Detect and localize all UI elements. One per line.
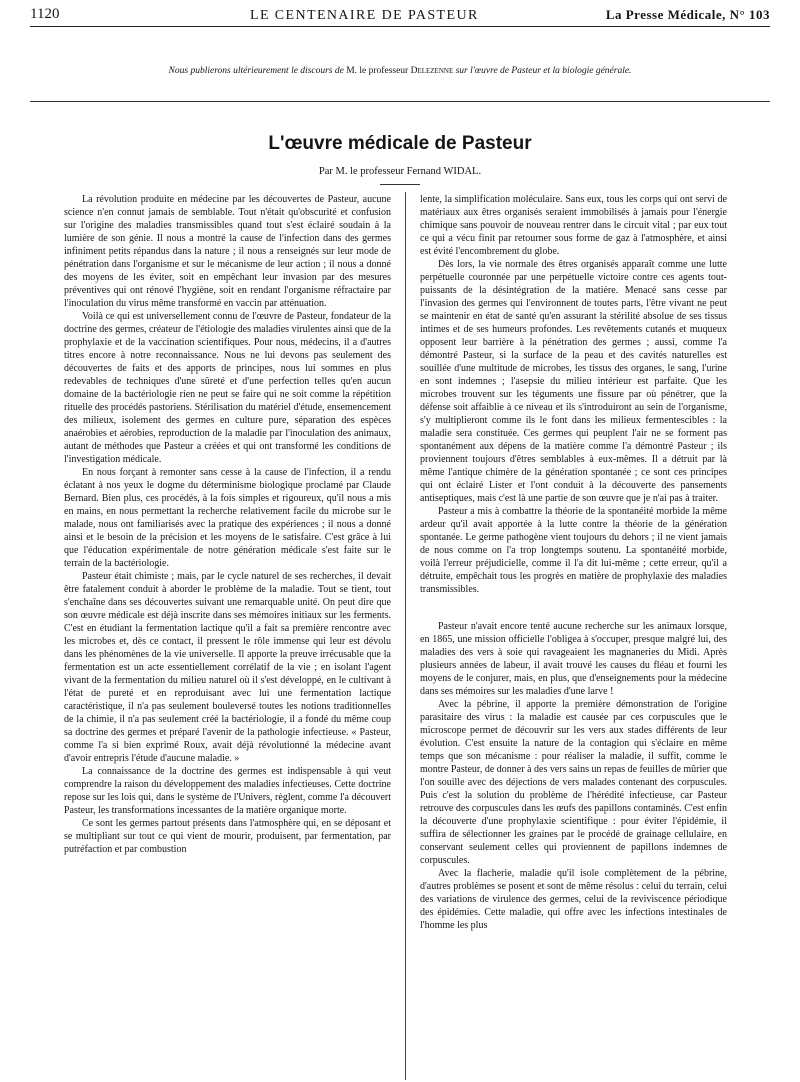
- byline-rule: [380, 184, 420, 185]
- paragraph: En nous forçant à remonter sans cesse à la cause de l'infection, il a rendu éclatant à nos yeux le dogme du déterminisme biologique proclamé par Claude Bernard. Bien plus, ces procédés, à la fois simples et rigoureux, qu'il nous a mis en mains, en nous permettant la recherche relativement facile du microbe sur le malade, nous ont familiarisés avec la pratique des expériences ; il nous a donné ainsi et le besoin de la précision et les moyens de le satisfaire. C'est grâce à lui que l'éducation expérimentale de notre génération médicale s'est faite sur le terrain de la bactériologie.: [64, 467, 391, 569]
- section-gap: [420, 596, 727, 620]
- notice-text-2: M. le professeur: [346, 66, 409, 76]
- paragraph: Pasteur n'avait encore tenté aucune recherche sur les animaux lorsque, en 1865, une mission officielle l'obligea à s'occuper, presque malgré lui, des maladies des vers à soie qui ravageaient les magnaneries du Midi. Après plusieurs années de labeur, il avait trouvé les causes du fléau et fourni les moyens de le conjurer, mais, en plus, que d'enseignements pour la médecine dans ses mémoires sur les maladies d'une larve !: [420, 621, 727, 697]
- journal-reference: La Presse Médicale, N° 103: [605, 7, 770, 22]
- article-title: L'œuvre médicale de Pasteur: [268, 133, 532, 154]
- paragraph: Pasteur a mis à combattre la théorie de la spontanéité morbide la même ardeur qu'il avait apportée à la lutte contre la théorie de la génération spontanée. Le germe pathogène vient toujours du dehors ; il ne vient jamais de nous comme on l'a trop longtemps soutenu. La spontanéité morbide, voilà l'erreur préjudicielle, comme il l'a dit lui-même ; cette erreur, qu'il a détruite, empêchait tous les progrès en matière de prophylaxie des maladies transmissibles.: [420, 506, 727, 595]
- paragraph: Avec la flacherie, maladie qu'il isole complètement de la pébrine, d'autres problèmes se posent et sont de même résolus : celui du terrain, celui des variations de virulence des germes, celui de la reviviscence périodique des épidémies. Cette maladie, qui offre avec les infections intestinales de l'homme les plus: [420, 868, 727, 931]
- paragraph: Ce sont les germes partout présents dans l'atmosphère qui, en se déposant et se multipliant sur tout ce qui vient de mourir, produisent, par fermentation, par putréfaction et par combustion: [64, 818, 391, 855]
- header-rule: [30, 26, 770, 27]
- paragraph: Pasteur était chimiste ; mais, par le cycle naturel de ses recherches, il devait être fatalement conduit à aborder le problème de la maladie. Tout se tient, tout s'enchaîne dans ses découvertes suivant une remarquable unité. On peut dire que son œuvre médicale est déjà inscrite dans ses mémoires initiaux sur les ferments. C'est en étudiant la fermentation lactique qu'il a fait sa première rencontre avec les microbes et, dès ce contact, il pressent le rôle immense qui leur est dévolu dans les phénomènes de la vie universelle. Il apporte la preuve irrécusable que la fermentation est un acte essentiellement corrélatif de la vie ; en isolant l'agent vivant de la fermentation du milieu naturel où il s'est développé, en le cultivant à l'état de pureté et en reproduisant avec lui une fermentation lactique caractéristique, il n'a pas seulement bouleversé toutes les notions traditionnelles de la chimie, il n'a pas seulement créé la bactériologie, il a fondé du même coup sa doctrine des germes et préparé l'avenir de la pathologie infectieuse. « Pasteur, comme l'a si bien exprimé Roux, avait déjà révolutionné la médecine avant d'avoir entrepris l'étude d'aucune maladie. »: [64, 571, 391, 764]
- notice-text-3: sur l'œuvre de Pasteur et la biologie générale.: [455, 66, 632, 76]
- paragraph: Avec la pébrine, il apporte la première démonstration de l'origine parasitaire des virus : la maladie est causée par ces corpuscules que le microscope permet de découvrir sur les vers aux stades différents de leur évolution. C'est ensuite la nature de la contagion qui s'éclaire en même temps que son mécanisme : pour réaliser la maladie, il suffit, comme le montre Pasteur, de donner à des vers sains un repas de feuilles de mûrier que l'on souille avec des déjections de vers malades contenant des corpuscules. Puis c'est la solution du problème de l'hérédité infectieuse, car Pasteur retrouve des corpuscules dans les œufs des papillons contaminés. C'est enfin la découverte d'une prophylaxie scientifique : pour éviter l'épidémie, il suffira de sélectionner les graines par le procédé de grainage cellulaire, en conservant seulement celles qui proviennent de papillons indemnes de corpuscules.: [420, 699, 727, 866]
- paragraph: Dès lors, la vie normale des êtres organisés apparaît comme une lutte perpétuelle couronnée par une perpétuelle victoire contre ces agents tout-puissants de la désintégration de la matière. Menacé sans cesse par l'invasion des germes qui l'environnent de toutes parts, l'être vivant ne peut se maintenir en état de santé qu'en assurant la stérilité absolue de ses tissus intimes et de ses humeurs profondes. Les revêtements cutanés et muqueux opposent leur barrière à la pénétration des germes ; aussi, comme l'a démontré Pasteur, si la surface de la peau et des cavités naturelles est souillée d'une multitude de microbes, les tissus des organes, le sang, l'urine en sont indemnes ; l'asepsie du milieu intérieur est parfaite. Que les microbes trouvent sur les téguments une fissure par où pénétrer, que la défense soit affaiblie à ce niveau et ils s'introduiront au sein de l'organisme, s'y multiplieront comme ils le font dans les milieux fermentescibles : la maladie sera constituée. Ces germes qui peuplent l'air ne se forment pas spontanément aux dépens de la matière comme l'a démontré Pasteur ; ils proviennent toujours d'êtres semblables à eux-mêmes. Il a détruit par là même l'antique chimère de la génération spontanée ; ce sont ces principes qui ont éclairé Lister et l'ont conduit à la découverte des pansements antiseptiques, mais c'est là une partie de son œuvre que je n'ai pas à traiter.: [420, 259, 727, 504]
- editorial-notice: [60, 66, 740, 76]
- notice-text-1: Nous publierons ultérieurement le discours de: [168, 66, 344, 76]
- notice-rule: [30, 101, 770, 102]
- left-column: [64, 193, 391, 1077]
- notice-name: Delezenne: [410, 66, 454, 76]
- paragraph-continued: lente, la simplification moléculaire. Sans eux, tous les corps qui ont servi de matériaux aux êtres organisés seraient immobilisés à jamais pour l'énergie chimique sans pouvoir de nouveau rentrer dans le circuit vital ; par eux tout ce qui a vécu finit par retourner sous forme de gaz à l'atmosphère, et ainsi est évité l'encombrement du globe.: [420, 194, 727, 257]
- page-number: 1120: [30, 6, 60, 22]
- column-rule: [405, 192, 406, 1080]
- right-column: [420, 193, 727, 1077]
- running-title: LE CENTENAIRE DE PASTEUR: [250, 8, 479, 23]
- article-byline: Par M. le professeur Fernand WIDAL.: [318, 166, 482, 177]
- paragraph: La connaissance de la doctrine des germes est indispensable à qui veut comprendre la raison du développement des maladies infectieuses. Cette doctrine repose sur les lois qui, dans le système de l'Univers, règlent, comme l'a découvert Pasteur, les transformations incessantes de la matière organique morte.: [64, 766, 391, 816]
- paragraph: Voilà ce qui est universellement connu de l'œuvre de Pasteur, fondateur de la doctrine des germes, créateur de l'étiologie des maladies virulentes ainsi que de la prophylaxie et de la vaccination scientifiques. Pour nous, médecins, il a d'autres titres encore à notre reconnaissance. Nous ne lui devons pas seulement des découvertes de faits et des apports de principes, nous lui sommes en plus redevables de techniques d'une sûreté et d'une perfection telles qu'en aucun domaine de la bactériologie rien ne peut se faire qui ne soit comme la répétition rituelle des procédés pastoriens. Stérilisation du matériel d'étude, ensemencement des milieux, isolement des germes en culture pure, séparation des espèces anaérobies et aérobies, reproduction de la maladie par l'inoculation des animaux, autant de méthodes que Pasteur a créées et qui ont transformé les conditions de l'investigation médicale.: [64, 311, 391, 465]
- paragraph: La révolution produite en médecine par les découvertes de Pasteur, aucune science n'en connut jamais de semblable. Tout n'était qu'obscurité et confusion sur l'origine des maladies transmissibles quand tout s'est éclairé soudain à la lumière de son génie. Il nous a montré la cause de l'infection dans des germes infiniment petits répandus dans la nature ; il nous a renseignés sur leur mode de pénétration dans l'organisme et sur le mécanisme de leur action ; il nous a donné des moyens de les éviter, soit en empêchant leur invasion par des mesures préventives qui ont rénové l'hygiène, soit en rendant l'organisme réfractaire par l'inoculation du virus même transformé en vaccin par atténuation.: [64, 194, 391, 309]
